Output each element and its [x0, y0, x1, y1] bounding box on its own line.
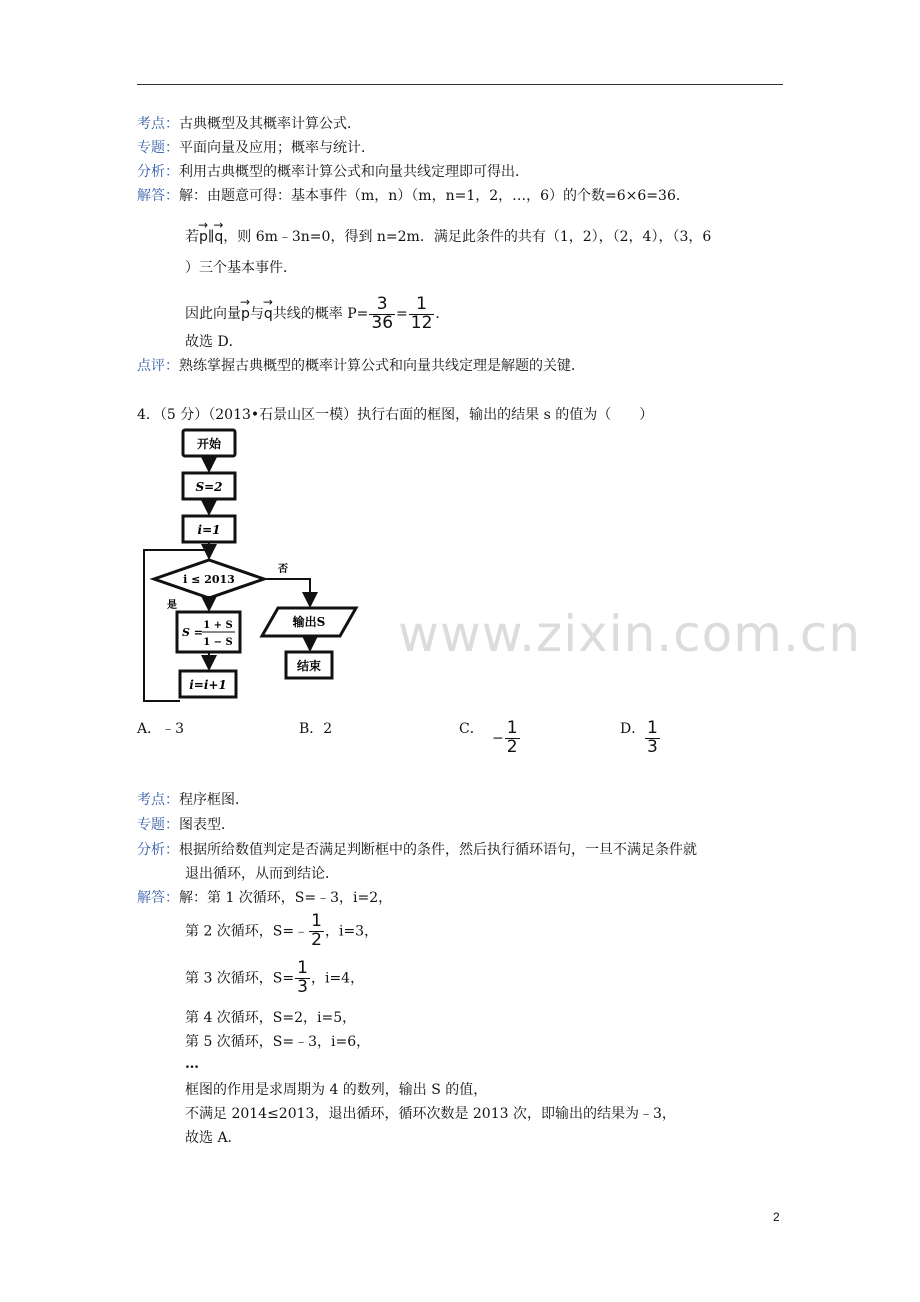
q3-kaodian-text: 古典概型及其概率计算公式．: [179, 116, 361, 132]
q4-loop2: [185, 913, 378, 950]
q4-jieda: [137, 888, 392, 908]
q3-jieda-line1: 解：由题意可得：基本事件（m，n）（m，n=1，2，…，6）的个数=6×6=36．: [179, 188, 690, 204]
option-c: [459, 719, 484, 739]
loop3-post: ，i=4，: [310, 970, 365, 987]
q3-jieda-line3: ）三个基本事件．: [185, 260, 297, 276]
q4-jieda-line1: 解：第 1 次循环，S=﹣3，i=2，: [179, 890, 393, 906]
q3-dianping-text: 熟练掌握古典概型的概率计算公式和向量共线定理是解题的关键．: [179, 358, 585, 374]
q4-kaodian-text: 程序框图．: [179, 792, 249, 808]
flow-output-text: 输出S: [292, 615, 326, 629]
q3-jieda-line2: [185, 221, 711, 247]
q4-choose: 故选 A．: [185, 1130, 242, 1146]
fraction-3-36: $\frac{3}{36}$: [371, 293, 394, 333]
q3-condition-text: ，则 6m﹣3n=0，得到 n=2m．满足此条件的共有（1，2），（2，4），（3，6: [223, 229, 712, 245]
dianping-label: 点评：: [137, 358, 179, 374]
header-rule: [137, 84, 783, 85]
fenxi-label: 分析：: [137, 164, 179, 180]
kaodian-label: 考点：: [137, 116, 179, 132]
flow-incr-text: i=i+1: [189, 678, 227, 692]
option-c-label: C．: [459, 721, 484, 737]
kaodian-label-2: 考点：: [137, 792, 179, 808]
option-c-fraction: $\frac{1}{2}$: [506, 718, 518, 757]
flow-assign-num: 1 + S: [203, 620, 233, 631]
q3-jieda-line4: [185, 288, 449, 334]
loop2-pre: 第 2 次循环，S=﹣: [185, 923, 309, 940]
flow-yes-label: 是: [167, 600, 177, 611]
option-d-label: D．: [620, 721, 646, 737]
q4-conclusion2: 不满足 2014≤2013，退出循环，循环次数是 2013 次，即输出的结果为﹣3，: [185, 1106, 676, 1122]
zhuanti-label-2: 专题：: [137, 817, 179, 833]
q3-jieda: [137, 186, 690, 206]
q4-loop5: 第 5 次循环，S=﹣3，i=6，: [185, 1034, 371, 1050]
flow-assign-lhs: S =: [182, 626, 203, 639]
q3-and-text: 与: [249, 306, 264, 322]
option-b: B．2: [299, 721, 333, 737]
q3-dianping: [137, 356, 585, 376]
flow-s-init-text: S=2: [195, 480, 223, 494]
parallel-symbol: ∥: [207, 229, 215, 245]
flowchart: [140, 428, 410, 718]
flow-i-init-text: i=1: [197, 523, 221, 537]
q4-conclusion1: 框图的作用是求周期为 4 的数列，输出 S 的值，: [185, 1082, 488, 1098]
flow-assign-den: 1 − S: [203, 637, 233, 648]
q4-fenxi-line1: 根据所给数值判定是否满足判断框中的条件，然后执行循环语句，一旦不满足条件就: [179, 842, 697, 858]
option-c-value: [492, 720, 521, 757]
q4-zhuanti-text: 图表型．: [179, 817, 235, 833]
q3-kaodian: [137, 114, 361, 134]
flow-start-text: 开始: [196, 437, 222, 451]
jieda-label: 解答：: [137, 188, 179, 204]
option-d-fraction: $\frac{1}{3}$: [647, 718, 658, 757]
loop3-fraction: $\frac{1}{3}$: [297, 958, 308, 997]
equals-sign: =: [396, 306, 408, 322]
option-a: A．﹣3: [137, 721, 185, 737]
loop2-fraction: $\frac{1}{2}$: [311, 911, 322, 950]
q4-fenxi: [137, 840, 697, 860]
q3-therefore-text: 因此向量: [185, 306, 241, 322]
page-number: 2: [773, 1210, 780, 1224]
q3-fenxi: [137, 162, 529, 182]
q4-ellipsis: …: [185, 1056, 199, 1072]
option-d: [620, 719, 645, 739]
flow-end-text: 结束: [296, 659, 322, 673]
fraction-1-12: $\frac{1}{12}$: [410, 293, 433, 333]
fenxi-label-2: 分析：: [137, 842, 179, 858]
period: ．: [435, 306, 450, 322]
q3-zhuanti-text: 平面向量及应用；概率与统计．: [179, 140, 375, 156]
watermark: www.zixin.com.cn: [398, 605, 862, 663]
q4-loop4: 第 4 次循环，S=2，i=5，: [185, 1010, 357, 1026]
flow-no-label: 否: [278, 564, 288, 575]
q3-prob-text: 共线的概率 P=: [272, 306, 369, 322]
option-d-value: [644, 720, 661, 757]
vector-p-2: → p: [241, 288, 250, 334]
vector-q: → q: [214, 221, 223, 247]
q4-fenxi-line2: 退出循环，从而到结论．: [185, 866, 339, 882]
loop3-pre: 第 3 次循环，S=: [185, 970, 295, 987]
q4-loop3: [185, 960, 364, 997]
q3-fenxi-text: 利用古典概型的概率计算公式和向量共线定理即可得出．: [179, 164, 529, 180]
q4-zhuanti: [137, 815, 235, 835]
loop2-post: ，i=3，: [324, 923, 379, 940]
q3-if-text: 若: [185, 229, 199, 245]
vector-q-2: → q: [264, 288, 273, 334]
q4-kaodian: [137, 790, 249, 810]
option-c-sign: −: [492, 730, 504, 747]
q4-stem: 4．（5 分）（2013•石景山区一模）执行右面的框图，输出的结果 s 的值为（ ）: [137, 407, 654, 423]
q3-choose: 故选 D．: [185, 334, 243, 350]
zhuanti-label: 专题：: [137, 140, 179, 156]
q3-zhuanti: [137, 138, 375, 158]
jieda-label-2: 解答：: [137, 890, 179, 906]
flow-condition-text: i ≤ 2013: [183, 573, 235, 586]
vector-p: → p: [199, 221, 208, 247]
